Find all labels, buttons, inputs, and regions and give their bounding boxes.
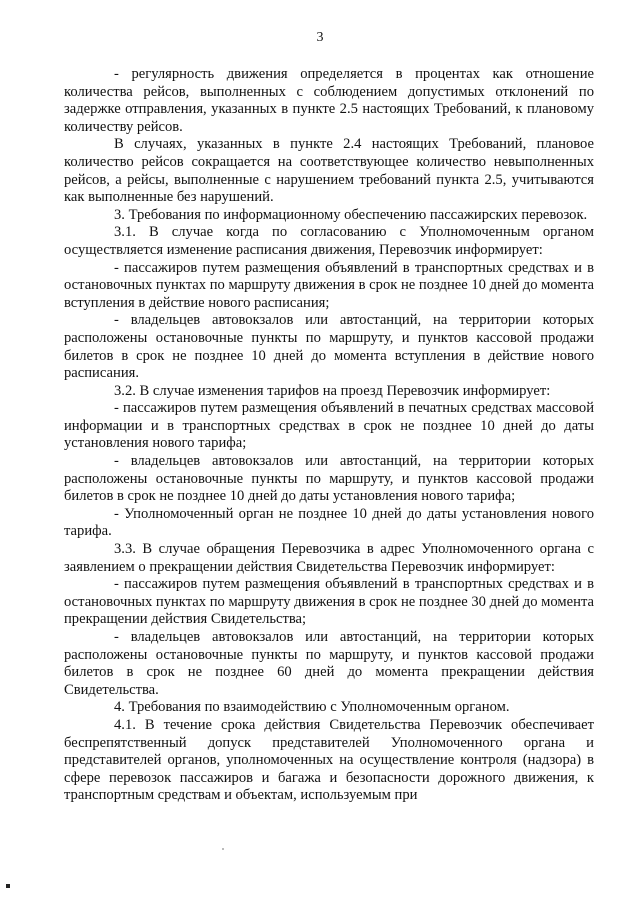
page-number: 3 [316,30,324,45]
scan-artifact-dot [222,848,224,850]
clause-3-2-authority: - Уполномоченный орган не позднее 10 дней до даты установления нового тарифа. [64,505,594,540]
paragraph-cases-reduction: В случаях, указанных в пункте 2.4 настоящих Требований, плановое количество рейсов сокращается на соответствующее количество невыполненных рейсов, а рейсы, выполненные с нарушением требований пункта 2.5, учитываются как выполненные без нарушений. [64,136,594,206]
clause-3-2-passengers: - пассажиров путем размещения объявлений в печатных средствах массовой информации и в транспортных средствах в срок не позднее 10 дней до даты установления нового тарифа; [64,400,594,452]
section-heading-3: 3. Требования по информационному обеспечению пассажирских перевозок. [114,206,588,223]
clause-3-2-station-owners: - владельцев автовокзалов или автостанций, на территории которых расположены остановочные пункты по маршруту, и пунктов кассовой продажи билетов в срок не позднее 10 дней до даты установления нового тарифа; [64,453,594,505]
clause-3-3: 3.3. В случае обращения Перевозчика в адрес Уполномоченного органа с заявлением о прекращении действия Свидетельства Перевозчик информирует: [64,541,594,575]
clause-3-3-station-owners: - владельцев автовокзалов или автостанций, на территории которых расположены остановочные пункты по маршруту, и пунктов кассовой продажи билетов в срок не позднее 60 дней до момента прекращении действия Свидетельства. [64,629,594,698]
clause-3-1-station-owners: - владельцев автовокзалов или автостанций, на территории которых расположены остановочные пункты по маршруту, и пунктов кассовой продажи билетов в срок не позднее 10 дней до момента вступления в действие нового расписания. [64,312,594,382]
section-heading-4: 4. Требования по взаимодействию с Уполномоченным органом. [114,699,510,716]
clause-4-1: 4.1. В течение срока действия Свидетельства Перевозчик обеспечивает беспрепятственный допуск представителей Уполномоченного органа и представителей органов, уполномоченных на осуществление контроля (надзора) в сфере перевозок пассажиров и багажа и безопасности дорожного движения, к транспортным средствам и объектам, используемым при [64,716,594,804]
paragraph-regularity-definition: - регулярность движения определяется в процентах как отношение количества рейсов, выполненных с соблюдением допустимых отклонений по задержке отправления, указанных в пункте 2.5 настоящих Требований, к плановому количеству рейсов. [64,66,594,135]
clause-3-1-passengers: - пассажиров путем размещения объявлений в транспортных средствах и в остановочных пунктах по маршруту движения в срок не позднее 10 дней до момента вступления в действие нового расписания; [64,259,594,311]
clause-3-2: 3.2. В случае изменения тарифов на проезд Перевозчик информирует: [114,382,551,399]
clause-3-3-passengers: - пассажиров путем размещения объявлений в транспортных средствах и в остановочных пунктах по маршруту движения в срок не позднее 30 дней до момента прекращении действия Свидетельства; [64,576,594,628]
clause-3-1: 3.1. В случае когда по согласованию с Уполномоченным органом осуществляется изменение расписания движения, Перевозчик информирует: [64,224,594,258]
document-body [64,66,594,805]
scan-artifact-mark [6,884,10,888]
